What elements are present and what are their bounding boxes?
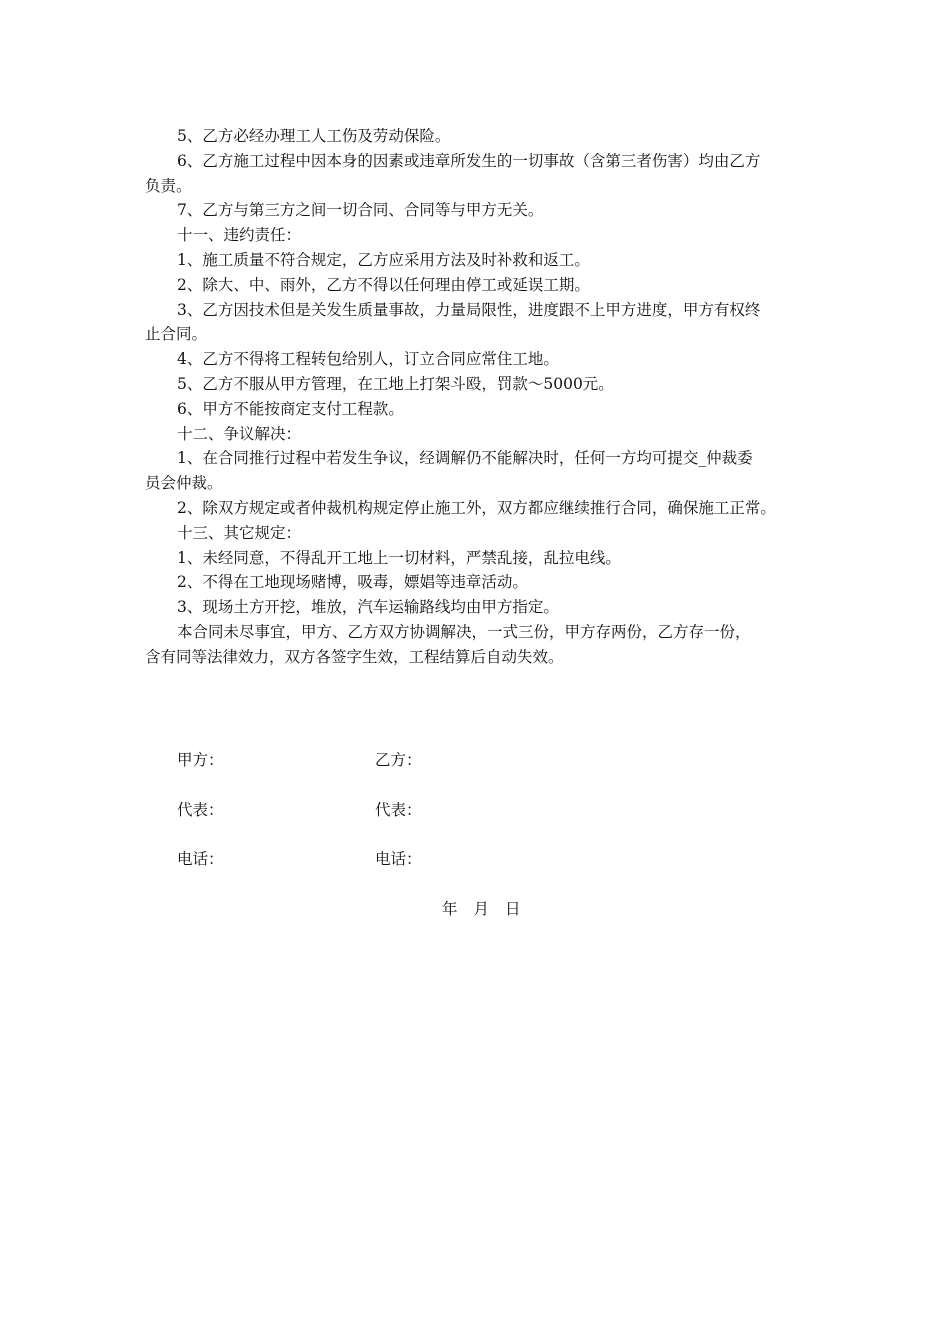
date-year: 年 <box>442 900 458 918</box>
date-month: 月 <box>473 900 490 918</box>
date-day: 日 <box>505 900 521 918</box>
document-body <box>145 124 825 670</box>
section-heading: 十三、其它规定： <box>177 523 302 542</box>
text-line: 负责。 <box>145 176 192 195</box>
party-b-label: 乙方： <box>375 751 422 769</box>
text-line: 2、不得在工地现场赌博，吸毒，嫖娼等违章活动。 <box>177 573 528 592</box>
party-a-label: 甲方： <box>177 751 224 769</box>
text-line: 1、施工质量不符合规定，乙方应采用方法及时补救和返工。 <box>177 250 590 269</box>
date-line <box>442 899 537 919</box>
text-line: 6、乙方施工过程中因本身的因素或违章所发生的一切事故（含第三者伤害）均由乙方 <box>177 151 761 170</box>
representative-b-label: 代表： <box>375 801 422 819</box>
text-line: 6、甲方不能按商定支付工程款。 <box>177 399 404 418</box>
phone-a-label: 电话： <box>177 850 224 868</box>
section-heading: 十二、争议解决： <box>177 424 302 443</box>
text-line: 4、乙方不得将工程转包给别人，订立合同应常住工地。 <box>177 350 559 369</box>
text-line: 3、乙方因技术但是关发生质量事故，力量局限性，进度跟不上甲方进度，甲方有权终 <box>177 300 761 319</box>
phone-b-label: 电话： <box>375 850 422 868</box>
text-line: 止合同。 <box>145 325 208 344</box>
text-line: 1、在合同推行过程中若发生争议，经调解仍不能解决时，任何一方均可提交_仲裁委 <box>177 449 753 468</box>
representative-a-label: 代表： <box>177 801 224 819</box>
text-line: 员会仲裁。 <box>145 474 223 493</box>
section-heading: 十一、违约责任： <box>177 226 302 245</box>
text-line: 1、未经同意，不得乱开工地上一切材料，严禁乱接，乱拉电线。 <box>177 548 621 567</box>
text-line: 2、除双方规定或者仲裁机构规定停止施工外，双方都应继续推行合同，确保施工正常。 <box>177 498 776 517</box>
text-line: 2、除大、中、雨外，乙方不得以任何理由停工或延误工期。 <box>177 275 590 294</box>
text-line: 7、乙方与第三方之间一切合同、合同等与甲方无关。 <box>177 201 544 220</box>
text-line: 3、现场土方开挖，堆放，汽车运输路线均由甲方指定。 <box>177 598 559 617</box>
text-line: 5、乙方必经办理工人工伤及劳动保险。 <box>177 127 451 145</box>
text-line: 含有同等法律效力，双方各签字生效，工程结算后自动失效。 <box>145 647 564 666</box>
text-line: 本合同未尽事宜，甲方、乙方双方协调解决，一式三份，甲方存两份，乙方存一份， <box>177 622 751 641</box>
text-line: 5、乙方不服从甲方管理，在工地上打架斗殴，罚款～5000元。 <box>177 374 614 393</box>
